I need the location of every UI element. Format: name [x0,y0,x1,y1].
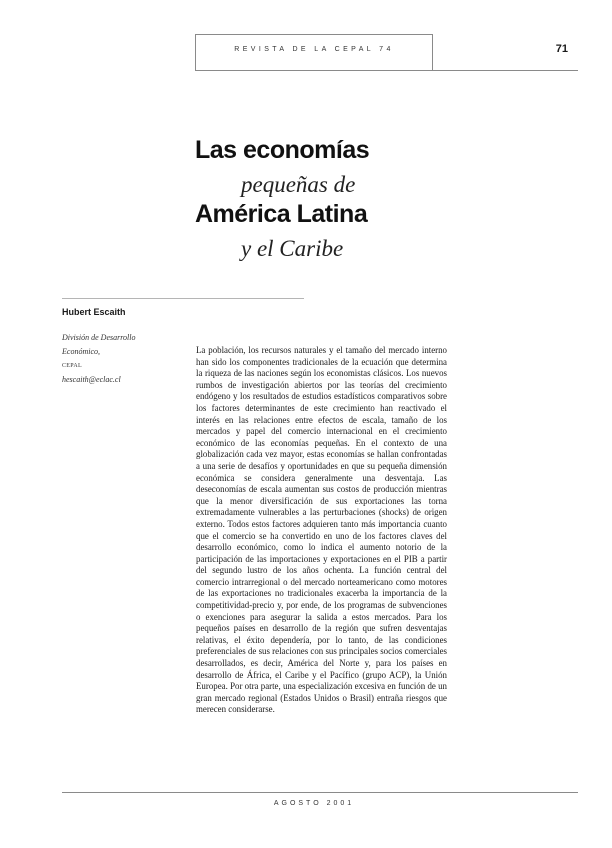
title-line-1: Las economías [195,136,370,164]
journal-header: REVISTA DE LA CEPAL 74 [234,46,394,53]
title-line-4: y el Caribe [241,236,344,261]
abstract-text: La población, los recursos naturales y el tamaño del mercado interno han sido los componentes tradicionales de la ecuación que determina la riqueza de las naciones según los economistas clásicos. Los nuevos rumbos de investigación abiertos por las teorías del crecimiento endógeno y los resultados de estudios estadísticos comparativos sobre los factores determinantes de este crecimiento han reactivado el interés en las relaciones entre efectos de escala, tamaño de los mercados y papel del comercio internacional en el crecimiento económico de las economías pequeñas. En el contexto de una globalización cada vez mayor, estas economías se hallan confrontadas a una serie de desafíos y oportunidades en que su pequeña dimensión económica se considera generalmente una desventaja. Las deseconomías de escala aumentan sus costos de producción mientras que la menor diversificación de sus exportaciones las torna extremadamente vulnerables a las perturbaciones (shocks) de origen externo. Todos estos factores adquieren tanto más importancia cuanto que el comercio se ha convertido en uno de los factores claves del desarrollo económico, como lo indica el aumento notorio de la participación de las importaciones y exportaciones en el PIB a partir del segundo lustro de los años ochenta. La función central del comercio intrarregional o del mercado norteamericano como motores de las exportaciones no tradicionales exacerba la importancia de la competitividad-precio y, por ende, de los programas de subvenciones o exenciones para asegurar la salida a estos mercados. Para los pequeños países en desarrollo de la región que sufren desventajas relativas, el éxito dependería, por lo tanto, de las condiciones preferenciales de sus relaciones con sus principales socios comerciales desarrollados, es decir, América del Norte y, para los países en desarrollo de África, el Caribe y el Pacífico (grupo ACP), la Unión Europea. Por otra parte, una especialización excesiva en función de un gran mercado regional (Estados Unidos o Brasil) entraña riesgos que merecen considerarse. [196,345,447,715]
footer-date: AGOSTO 2001 [273,800,355,807]
author-email[interactable]: hescaith@eclac.cl [62,375,121,384]
author-affiliation [62,331,192,387]
title-line-2: pequeñas de [241,172,356,197]
footer-rule [62,792,578,793]
page-number: 71 [555,43,568,55]
author-name: Hubert Escaith [62,307,126,317]
header-rule [195,70,578,71]
title-line-3: América Latina [195,200,368,228]
affiliation-line-1: División de Desarrollo [62,333,136,342]
affiliation-line-2: Económico, [62,347,100,356]
affiliation-org: CEPAL [62,363,82,369]
author-rule [62,298,304,299]
